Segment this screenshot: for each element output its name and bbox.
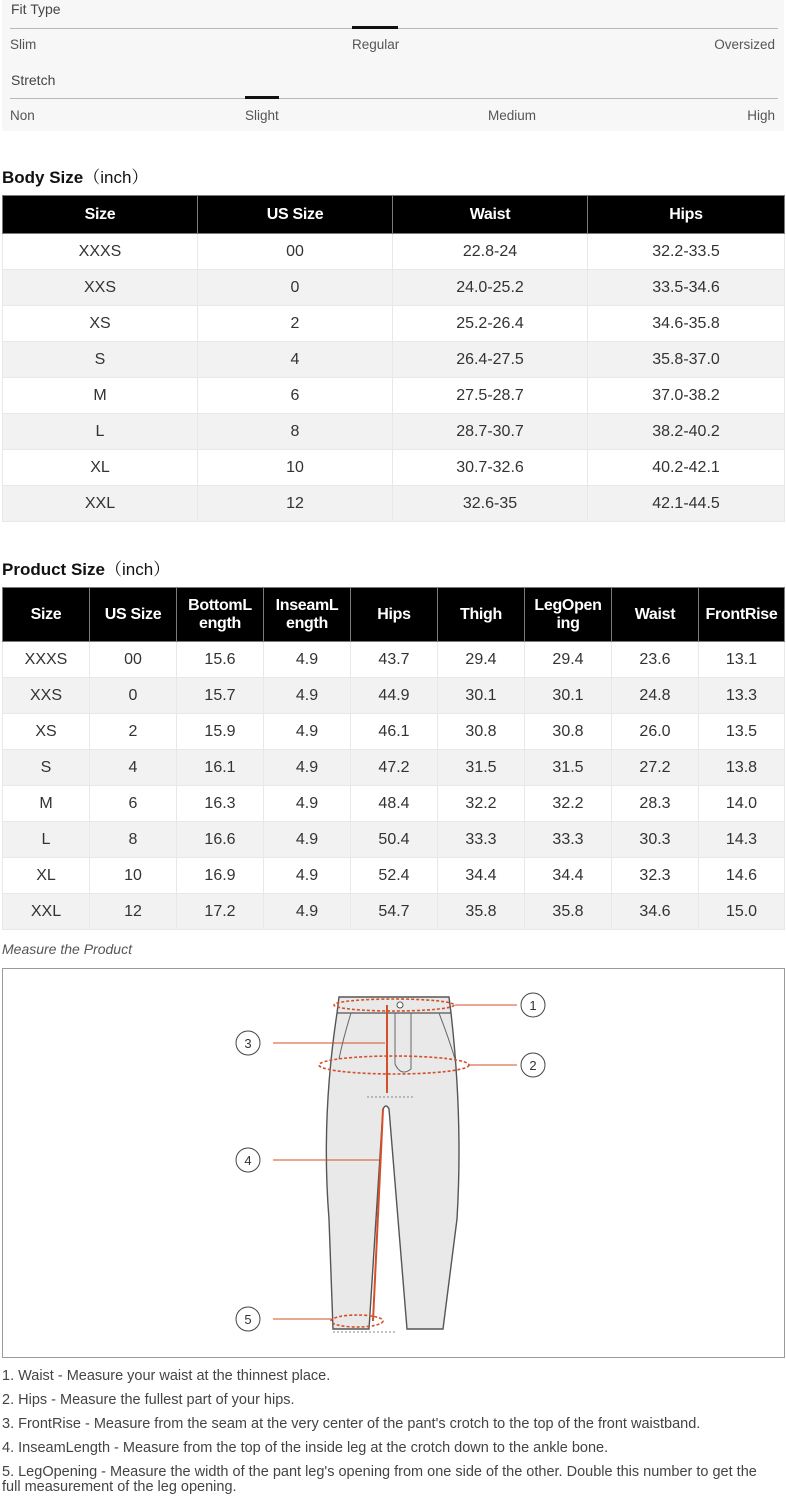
- table-cell: 32.2: [525, 786, 612, 822]
- body-size-title: [2, 163, 148, 188]
- stretch-title: Stretch: [11, 72, 56, 88]
- callout-1-label: 1: [529, 998, 537, 1013]
- table-row: [3, 450, 785, 486]
- table-cell: XS: [3, 306, 198, 342]
- table-cell: 47.2: [351, 750, 438, 786]
- table-header-row: [3, 196, 785, 234]
- callout-3-label: 3: [244, 1036, 252, 1051]
- fit-stretch-panel: [2, 0, 784, 131]
- column-header: US Size: [198, 196, 393, 234]
- table-row: [3, 750, 785, 786]
- table-cell: 15.0: [699, 894, 785, 930]
- table-cell: 29.4: [438, 642, 525, 678]
- callout-4: [236, 1148, 260, 1172]
- fit-option-oversized: Oversized: [714, 37, 775, 52]
- table-row: [3, 858, 785, 894]
- table-cell: 6: [198, 378, 393, 414]
- note-waist: 1. Waist - Measure your waist at the thinnest place.: [2, 1368, 331, 1384]
- pants-outline-icon: [326, 997, 459, 1329]
- table-cell: 15.7: [177, 678, 264, 714]
- table-cell: 32.6-35: [393, 486, 588, 522]
- table-cell: S: [3, 342, 198, 378]
- table-cell: XL: [3, 450, 198, 486]
- table-cell: 00: [198, 234, 393, 270]
- table-cell: 4.9: [264, 714, 351, 750]
- table-cell: 30.1: [525, 678, 612, 714]
- table-cell: XXS: [3, 678, 90, 714]
- callout-2-label: 2: [529, 1058, 537, 1073]
- product-size-title: [2, 555, 170, 580]
- table-row: [3, 342, 785, 378]
- note-front-rise: 3. FrontRise - Measure from the seam at the very center of the pant's crotch to the top of the front waistband.: [2, 1416, 701, 1432]
- table-cell: 34.4: [525, 858, 612, 894]
- table-cell: XXL: [3, 894, 90, 930]
- column-header: BottomL ength: [177, 588, 264, 642]
- table-cell: 16.9: [177, 858, 264, 894]
- table-cell: 24.0-25.2: [393, 270, 588, 306]
- table-row: [3, 378, 785, 414]
- table-cell: 46.1: [351, 714, 438, 750]
- table-cell: 32.3: [612, 858, 699, 894]
- stretch-marker: [245, 96, 279, 99]
- callout-5: [236, 1307, 260, 1331]
- table-row: [3, 678, 785, 714]
- table-cell: 30.7-32.6: [393, 450, 588, 486]
- table-cell: 13.1: [699, 642, 785, 678]
- fit-option-regular: Regular: [352, 37, 400, 52]
- table-cell: 4.9: [264, 750, 351, 786]
- fit-type-marker: [352, 26, 398, 29]
- column-header: Waist: [612, 588, 699, 642]
- body-size-title-text: Body Size: [2, 168, 84, 187]
- table-cell: 14.0: [699, 786, 785, 822]
- table-cell: 32.2: [438, 786, 525, 822]
- table-cell: 4.9: [264, 678, 351, 714]
- table-row: [3, 234, 785, 270]
- callout-2: [521, 1053, 545, 1077]
- column-header: Hips: [351, 588, 438, 642]
- column-header: US Size: [90, 588, 177, 642]
- table-cell: 50.4: [351, 822, 438, 858]
- table-cell: 52.4: [351, 858, 438, 894]
- measure-notes: [2, 1369, 772, 1504]
- table-cell: 30.3: [612, 822, 699, 858]
- measure-diagram: [2, 968, 785, 1358]
- table-cell: 54.7: [351, 894, 438, 930]
- table-cell: 24.8: [612, 678, 699, 714]
- table-cell: XL: [3, 858, 90, 894]
- table-cell: 16.6: [177, 822, 264, 858]
- table-cell: L: [3, 822, 90, 858]
- table-cell: 29.4: [525, 642, 612, 678]
- table-row: [3, 786, 785, 822]
- table-cell: 26.0: [612, 714, 699, 750]
- table-cell: 35.8-37.0: [588, 342, 785, 378]
- table-cell: 12: [90, 894, 177, 930]
- table-cell: 00: [90, 642, 177, 678]
- pants-diagram-svg: [3, 969, 784, 1357]
- product-size-unit: （inch）: [104, 560, 171, 579]
- table-cell: 13.8: [699, 750, 785, 786]
- table-cell: 48.4: [351, 786, 438, 822]
- table-cell: 16.3: [177, 786, 264, 822]
- table-cell: 4.9: [264, 858, 351, 894]
- table-cell: 26.4-27.5: [393, 342, 588, 378]
- table-cell: 4: [90, 750, 177, 786]
- table-row: [3, 894, 785, 930]
- stretch-option-non: Non: [10, 108, 35, 123]
- table-cell: 14.3: [699, 822, 785, 858]
- fit-option-slim: Slim: [10, 37, 37, 52]
- table-cell: 30.8: [525, 714, 612, 750]
- column-header: Size: [3, 196, 198, 234]
- table-cell: S: [3, 750, 90, 786]
- table-cell: XXL: [3, 486, 198, 522]
- table-cell: M: [3, 378, 198, 414]
- table-cell: 4: [198, 342, 393, 378]
- button-icon: [397, 1002, 403, 1008]
- table-cell: 13.5: [699, 714, 785, 750]
- table-row: [3, 270, 785, 306]
- stretch-option-medium: Medium: [488, 108, 537, 123]
- table-cell: 33.3: [525, 822, 612, 858]
- table-cell: 15.9: [177, 714, 264, 750]
- table-cell: 34.4: [438, 858, 525, 894]
- table-cell: 27.5-28.7: [393, 378, 588, 414]
- table-cell: XXXS: [3, 642, 90, 678]
- table-cell: 31.5: [525, 750, 612, 786]
- table-cell: 8: [198, 414, 393, 450]
- table-row: [3, 306, 785, 342]
- table-cell: 0: [198, 270, 393, 306]
- table-cell: 34.6-35.8: [588, 306, 785, 342]
- table-row: [3, 486, 785, 522]
- table-cell: 30.8: [438, 714, 525, 750]
- table-cell: 35.8: [438, 894, 525, 930]
- table-cell: 10: [198, 450, 393, 486]
- note-inseam: 4. InseamLength - Measure from the top of the inside leg at the crotch down to the ankle bone.: [2, 1440, 609, 1456]
- table-cell: 10: [90, 858, 177, 894]
- table-cell: 22.8-24: [393, 234, 588, 270]
- table-cell: 33.5-34.6: [588, 270, 785, 306]
- table-row: [3, 714, 785, 750]
- column-header: LegOpen ing: [525, 588, 612, 642]
- column-header: Size: [3, 588, 90, 642]
- table-cell: 14.6: [699, 858, 785, 894]
- table-cell: 35.8: [525, 894, 612, 930]
- column-header: FrontRise: [699, 588, 785, 642]
- note-leg-opening: 5. LegOpening - Measure the width of the pant leg's opening from one side of the other. Double this number to get the full measurement of the leg opening.: [2, 1464, 757, 1495]
- table-cell: 43.7: [351, 642, 438, 678]
- table-cell: L: [3, 414, 198, 450]
- table-cell: 16.1: [177, 750, 264, 786]
- column-header: Waist: [393, 196, 588, 234]
- table-cell: 4.9: [264, 786, 351, 822]
- table-cell: 4.9: [264, 822, 351, 858]
- table-cell: 12: [198, 486, 393, 522]
- table-row: [3, 642, 785, 678]
- table-cell: 2: [90, 714, 177, 750]
- table-cell: 15.6: [177, 642, 264, 678]
- table-cell: 38.2-40.2: [588, 414, 785, 450]
- table-cell: 40.2-42.1: [588, 450, 785, 486]
- table-cell: XS: [3, 714, 90, 750]
- table-cell: 13.3: [699, 678, 785, 714]
- table-cell: 8: [90, 822, 177, 858]
- note-hips: 2. Hips - Measure the fullest part of your hips.: [2, 1392, 295, 1408]
- body-size-unit: （inch）: [83, 168, 149, 187]
- table-cell: 17.2: [177, 894, 264, 930]
- table-cell: 23.6: [612, 642, 699, 678]
- table-cell: 27.2: [612, 750, 699, 786]
- table-cell: 0: [90, 678, 177, 714]
- table-row: [3, 822, 785, 858]
- table-cell: 25.2-26.4: [393, 306, 588, 342]
- callout-3: [236, 1031, 260, 1055]
- callout-4-label: 4: [244, 1153, 252, 1168]
- table-cell: 28.3: [612, 786, 699, 822]
- column-header: Thigh: [438, 588, 525, 642]
- stretch-option-slight: Slight: [245, 108, 279, 123]
- table-cell: XXS: [3, 270, 198, 306]
- table-cell: 31.5: [438, 750, 525, 786]
- table-cell: 44.9: [351, 678, 438, 714]
- table-cell: 4.9: [264, 642, 351, 678]
- table-cell: 30.1: [438, 678, 525, 714]
- stretch-track: [10, 98, 778, 99]
- table-cell: 4.9: [264, 894, 351, 930]
- table-cell: 42.1-44.5: [588, 486, 785, 522]
- table-cell: 33.3: [438, 822, 525, 858]
- table-cell: 34.6: [612, 894, 699, 930]
- table-cell: 32.2-33.5: [588, 234, 785, 270]
- product-size-table: [2, 587, 785, 930]
- fit-type-title: Fit Type: [11, 1, 61, 17]
- product-size-title-text: Product Size: [2, 560, 105, 579]
- table-cell: 2: [198, 306, 393, 342]
- stretch-option-high: High: [747, 108, 775, 123]
- table-cell: M: [3, 786, 90, 822]
- table-cell: 37.0-38.2: [588, 378, 785, 414]
- column-header: Hips: [588, 196, 785, 234]
- table-cell: 6: [90, 786, 177, 822]
- table-cell: XXXS: [3, 234, 198, 270]
- callout-1: [521, 993, 545, 1017]
- column-header: InseamL ength: [264, 588, 351, 642]
- callout-5-label: 5: [244, 1312, 252, 1327]
- table-row: [3, 414, 785, 450]
- body-size-table: [2, 195, 785, 522]
- table-header-row: [3, 588, 785, 642]
- measure-caption: Measure the Product: [2, 941, 132, 957]
- table-cell: 28.7-30.7: [393, 414, 588, 450]
